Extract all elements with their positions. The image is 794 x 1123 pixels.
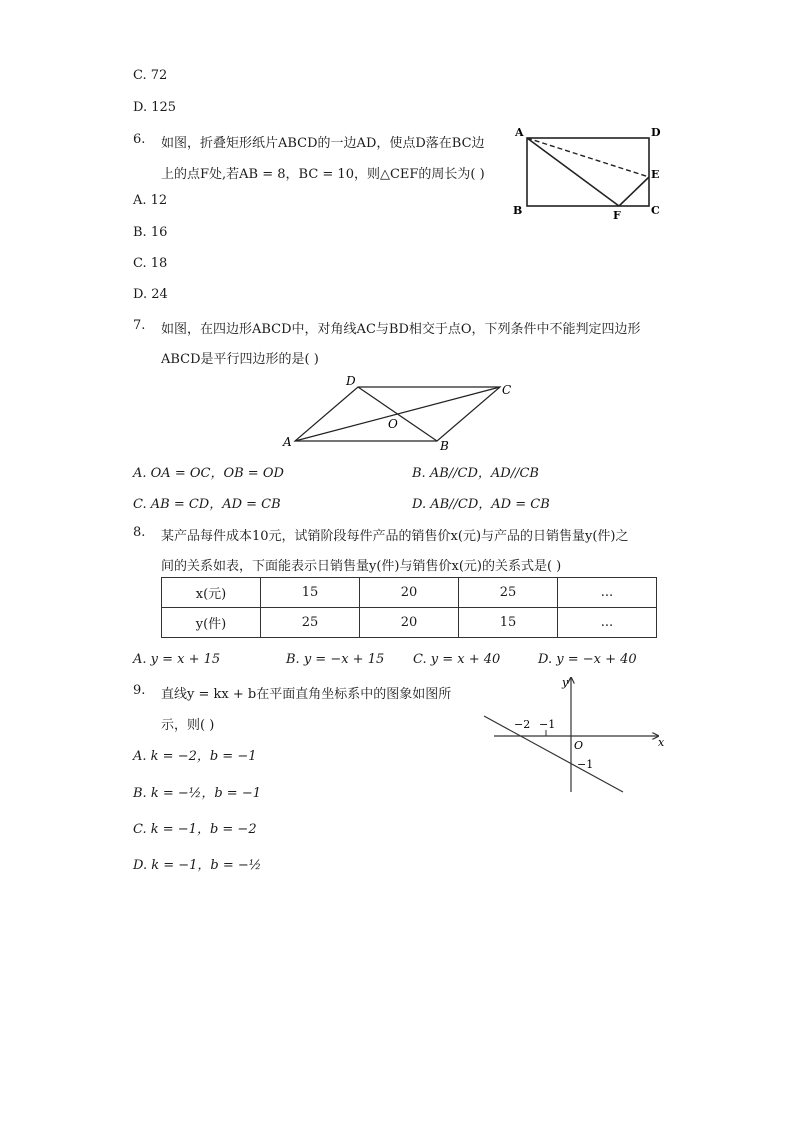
label-o: O <box>388 417 398 431</box>
q9-number: 9. <box>133 683 146 698</box>
q6-stem-line2: 上的点F处,若AB = 8，BC = 10，则△CEF的周长为( ) <box>161 167 485 182</box>
origin-label: O <box>574 739 584 752</box>
q8-option-d: D. y = −x + 40 <box>538 652 637 667</box>
q8-option-c: C. y = x + 40 <box>413 652 501 667</box>
q8-number: 8. <box>133 525 146 540</box>
label-b: B <box>440 439 449 453</box>
fold-line-af <box>527 138 619 206</box>
table-cell: 15 <box>459 608 558 638</box>
q7-stem-line2: ABCD是平行四边形的是( ) <box>161 352 319 367</box>
tick-label-minus-2: −2 <box>514 718 531 731</box>
label-c: C <box>651 204 660 217</box>
tick-label-minus-1: −1 <box>539 718 556 731</box>
label-e: E <box>651 168 660 181</box>
table-cell: ... <box>558 578 657 608</box>
q9-stem-line1: 直线y = kx + b在平面直角坐标系中的图象如图所 <box>161 687 452 702</box>
q8-value-table <box>161 577 657 638</box>
fold-line-ae <box>527 138 649 177</box>
q5-option-d: D. 125 <box>133 100 177 115</box>
label-d: D <box>346 374 356 388</box>
q6-number: 6. <box>133 132 146 147</box>
label-a: A <box>515 126 524 139</box>
q7-stem-line1: 如图，在四边形ABCD中，对角线AC与BD相交于点O，下列条件中不能判定四边形 <box>161 322 641 337</box>
table-cell: y(件) <box>162 608 261 638</box>
q7-option-b: B. AB//CD，AD//CB <box>412 466 539 481</box>
q7-option-c: C. AB = CD，AD = CB <box>133 497 281 512</box>
q9-option-c: C. k = −1，b = −2 <box>133 822 257 837</box>
table-cell: 20 <box>360 578 459 608</box>
q6-stem-line1: 如图，折叠矩形纸片ABCD的一边AD，使点D落在BC边 <box>161 136 485 151</box>
table-cell: 15 <box>261 578 360 608</box>
q8-option-a: A. y = x + 15 <box>133 652 221 667</box>
label-b: B <box>513 204 523 217</box>
q7-option-a: A. OA = OC，OB = OD <box>133 466 284 481</box>
q7-number: 7. <box>133 318 146 333</box>
q6-figure-rectangle <box>505 122 665 222</box>
table-cell: 25 <box>459 578 558 608</box>
label-c: C <box>502 383 512 397</box>
q5-option-c: C. 72 <box>133 68 168 83</box>
q9-option-a: A. k = −2，b = −1 <box>133 749 257 764</box>
q6-option-b: B. 16 <box>133 225 168 240</box>
q8-option-b: B. y = −x + 15 <box>286 652 385 667</box>
q9-option-d: D. k = −1，b = −½ <box>133 858 262 873</box>
q7-figure-quadrilateral <box>278 370 518 454</box>
q7-option-d: D. AB//CD，AD = CB <box>412 497 550 512</box>
axis-label-y: y <box>562 676 569 689</box>
table-cell: 25 <box>261 608 360 638</box>
q9-stem-line2: 示，则( ) <box>161 718 215 733</box>
q6-option-d: D. 24 <box>133 287 168 302</box>
label-a: A <box>283 435 292 449</box>
segment-fe <box>619 177 649 206</box>
q8-stem-line2: 间的关系如表，下面能表示日销售量y(件)与销售价x(元)的关系式是( ) <box>161 559 562 574</box>
q6-option-a: A. 12 <box>133 193 168 208</box>
q9-figure-coordinate-plane <box>480 672 664 796</box>
label-d: D <box>651 126 661 139</box>
table-cell: 20 <box>360 608 459 638</box>
y-intercept-label: −1 <box>577 758 594 771</box>
table-row-y <box>162 608 657 638</box>
q8-stem-line1: 某产品每件成本10元，试销阶段每件产品的销售价x(元)与产品的日销售量y(件)之 <box>161 529 629 544</box>
table-cell: ... <box>558 608 657 638</box>
table-cell: x(元) <box>162 578 261 608</box>
q6-option-c: C. 18 <box>133 256 168 271</box>
label-f: F <box>613 209 621 222</box>
axis-label-x: x <box>658 736 664 749</box>
table-row-x <box>162 578 657 608</box>
diagonal-bd <box>358 387 437 441</box>
q9-option-b: B. k = −½，b = −1 <box>133 786 261 801</box>
